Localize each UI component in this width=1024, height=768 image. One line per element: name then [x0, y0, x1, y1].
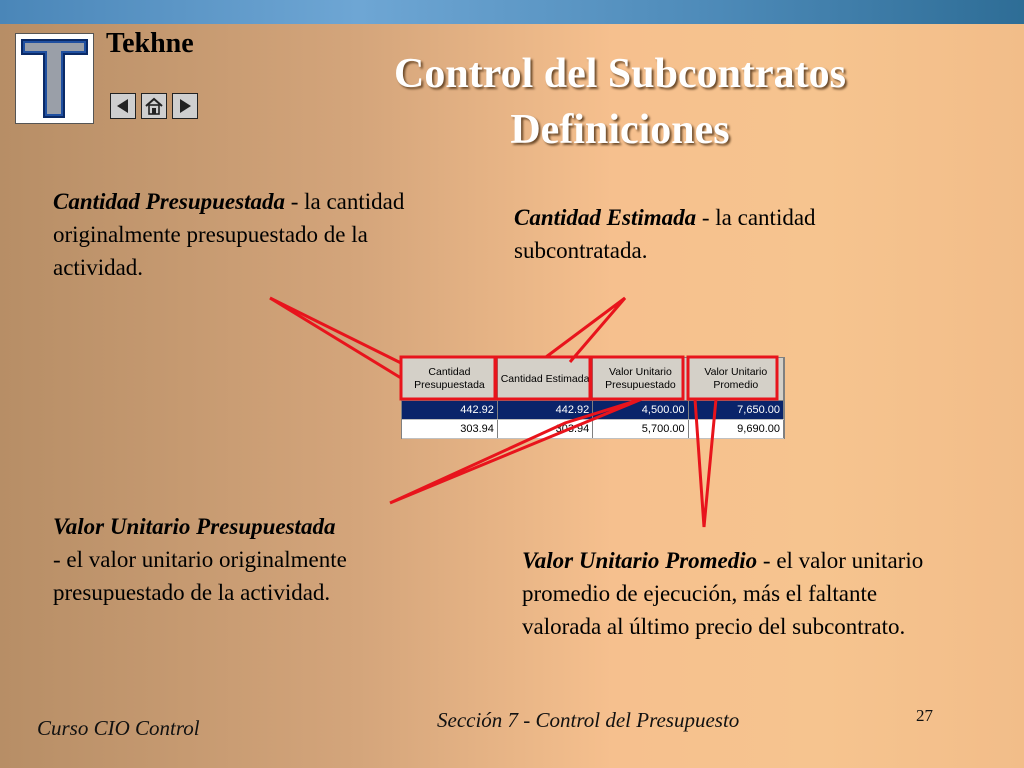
definition-valor-unitario-presupuestado: [53, 510, 433, 609]
table-cell[interactable]: 4,500.00: [593, 401, 688, 420]
slide-title: [360, 46, 880, 158]
title-line-1: Control del Subcontratos: [394, 51, 846, 97]
table-cell[interactable]: 7,650.00: [688, 401, 783, 420]
page-number: 27: [916, 706, 933, 725]
house-icon: [144, 96, 164, 116]
table-cell[interactable]: 442.92: [402, 401, 497, 420]
footer-course: Curso CIO Control: [37, 716, 200, 740]
triangle-left-icon: [114, 97, 132, 115]
definition-text: - el valor unitario promedio de ejecución, más el faltante valorada al último precio del subcontrato.: [522, 548, 924, 639]
column-header-cantidad-presupuestada[interactable]: Cantidad Presupuestada: [402, 358, 497, 401]
table-cell[interactable]: 5,700.00: [593, 420, 688, 439]
definition-cantidad-estimada: [514, 201, 914, 267]
footer-section: Sección 7 - Control del Presupuesto: [437, 708, 740, 732]
definition-text: - la cantidad subcontratada.: [514, 205, 816, 263]
slide-navigation: [110, 93, 198, 119]
column-header-valor-unitario-presupuestado[interactable]: Valor Unitario Presupuestado: [593, 358, 688, 401]
brand-name: Tekhne: [106, 28, 194, 59]
top-banner: [0, 0, 1024, 24]
definition-valor-unitario-promedio: [522, 544, 942, 643]
definition-cantidad-presupuestada: [53, 185, 413, 284]
table-cell[interactable]: 303.94: [497, 420, 592, 439]
table-cell[interactable]: 442.92: [497, 401, 592, 420]
definition-term: Cantidad Estimada: [514, 205, 697, 230]
definition-text: - la cantidad originalmente presupuestado de la actividad.: [53, 189, 405, 280]
callout-line-cantidad-presupuestada-2: [270, 298, 401, 378]
previous-slide-button[interactable]: [110, 93, 136, 119]
definition-text: - el valor unitario originalmente presupuestado de la actividad.: [53, 547, 347, 605]
table-cell[interactable]: 9,690.00: [688, 420, 783, 439]
column-header-valor-unitario-promedio[interactable]: Valor Unitario Promedio: [688, 358, 783, 401]
definition-term: Cantidad Presupuestada: [53, 189, 285, 214]
next-slide-button[interactable]: [172, 93, 198, 119]
title-line-2: Definiciones: [510, 107, 730, 153]
subcontract-grid: [401, 357, 785, 439]
table-cell[interactable]: 303.94: [402, 420, 497, 439]
callout-line-cantidad-presupuestada: [270, 298, 401, 363]
table-row[interactable]: [402, 420, 784, 439]
definition-term: Valor Unitario Promedio: [522, 548, 758, 573]
tekhne-logo: [15, 33, 94, 124]
definition-term: Valor Unitario Presupuestada: [53, 514, 336, 539]
home-button[interactable]: [141, 93, 167, 119]
triangle-right-icon: [176, 97, 194, 115]
callout-line-cantidad-estimada: [546, 298, 625, 362]
table-row-selected[interactable]: [402, 401, 784, 420]
column-header-cantidad-estimada[interactable]: Cantidad Estimada: [497, 358, 592, 401]
